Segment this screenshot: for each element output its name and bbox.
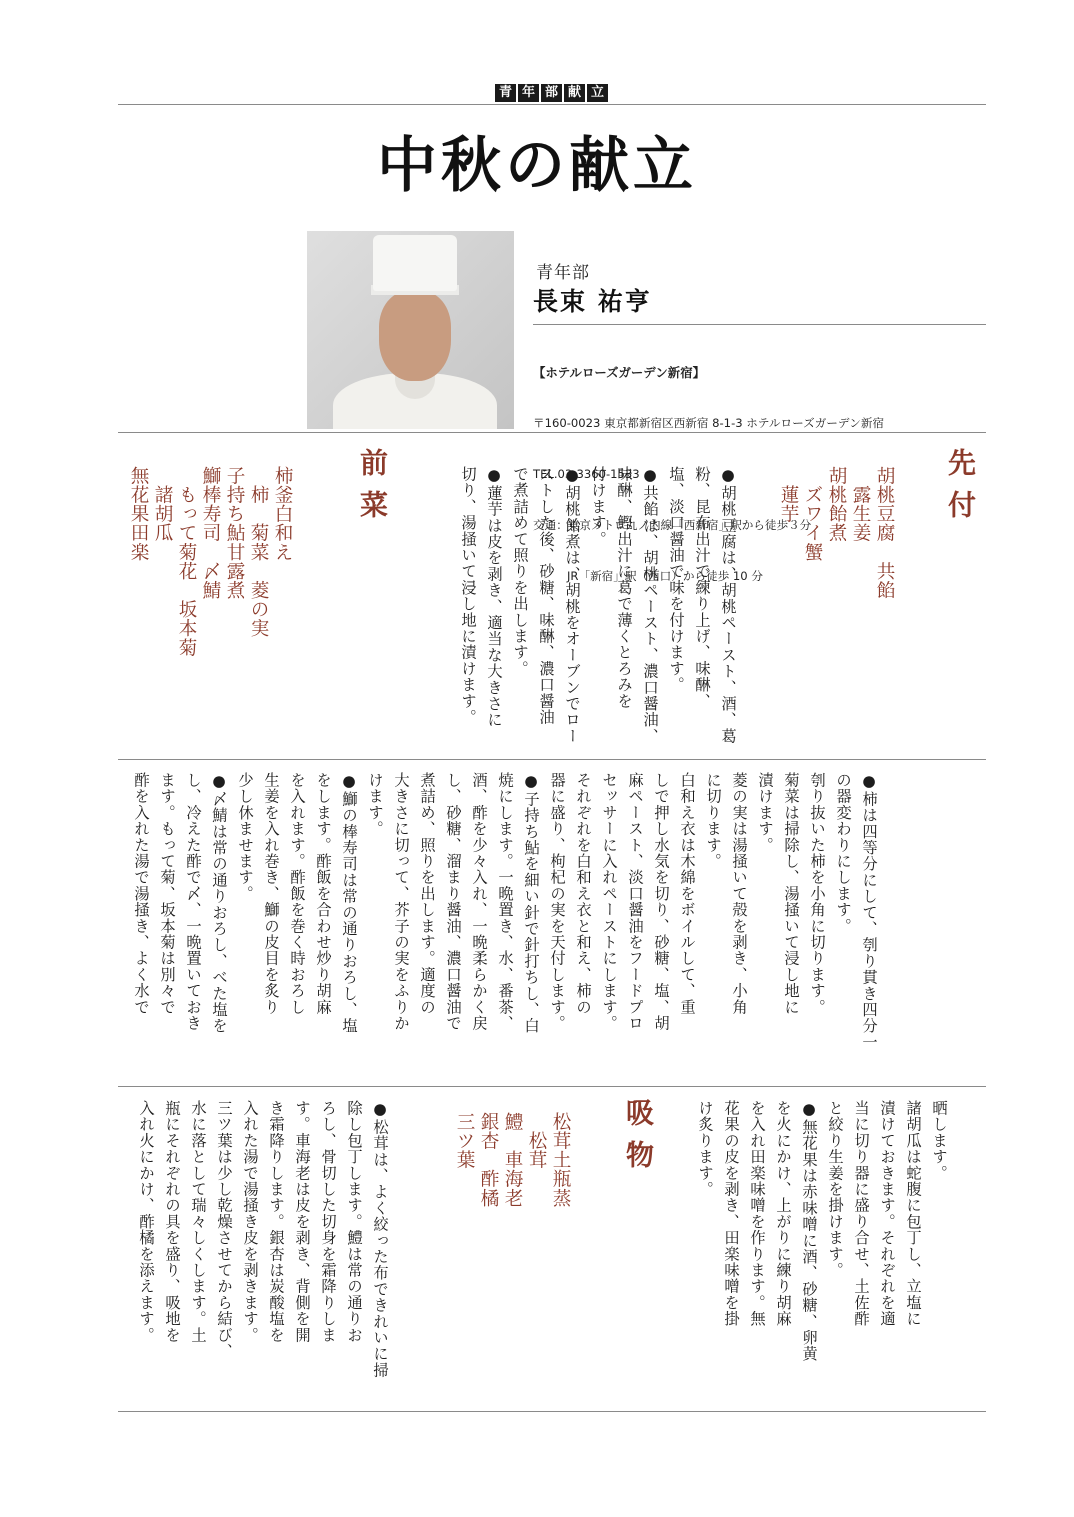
section-badge: [495, 84, 608, 102]
hotel-name: 【ホテルローズガーデン新宿】: [533, 365, 705, 380]
hotel-tel: TEL.03-3360-1533: [533, 467, 640, 481]
suimono-text: ●松茸は、よく絞った布できれいに掃 除し包丁します。鱧は常の通りお ろし、骨切した切身を霜降りしま す。車海老は皮を剥き、背側を開 き霜降りします。銀杏は炭酸塩を 入れた湯で湯掻き皮を剥きます。 三ツ葉は少し乾燥させてから結び、 水に落として瑞々しくします。土 瓶にそれぞれの具を盛り、吸地を 入れ火にかけ、酢橘を添えます。: [137, 1100, 389, 1379]
badge-char: 立: [587, 84, 608, 102]
chef-name: 長束 祐亨: [533, 287, 652, 316]
zensai-menu: 柿釜白和え 柿 菊菜 菱の実 子持ち鮎甘露煮 鰤棒寿司 〆鯖 もって菊花 坂本菊 諸胡瓜 無花果田楽: [128, 466, 293, 657]
chef-hat-shape: [373, 235, 457, 291]
section-rule-2: [118, 759, 986, 760]
zensai-text: ●柿は四等分にして、刳り貫き四分一 の器変わりにします。 刳り抜いた柿を小角に切ります。 菊菜は掃除し、湯掻いて浸し地に 漬けます。 菱の実は湯掻いて殻を剥き、小角 に切ります。 白和え衣は木綿をボイルして、重 しで押し水気を切り、砂糖、塩、胡 麻ペースト、淡口醤油をフードプロ セッサーに入れペーストにします。 それぞれを白和え衣と和え、柿の 器に盛り、枸杞の実を天付します。 ●子持ち鮎を細い針で針打ちし、白 焼にします。一晩置き、水、番茶、 酒、酢を少々入れ、一晩柔らかく戻 し、砂糖、溜まり醤油、濃口醤油で 煮詰め、照りを出します。適度の 大きさに切って、芥子の実をふりか けます。 ●鰤の棒寿司は常の通りおろし、塩 をします。酢飯を合わせ炒り胡麻 を入れます。酢飯を巻く時おろし 生姜を入れ巻き、鰤の皮目を炙り 少し休ませます。 ●〆鯖は常の通りおろし、べた塩を し、冷えた酢で〆、一晩置いておき ます。もって菊、坂本菊は別々で 酢を入れた湯で湯掻き、よく水で: [132, 772, 878, 1051]
suimono-heading: 吸物: [622, 1098, 655, 1182]
badge-char: 年: [518, 84, 539, 102]
bottom-rule: [118, 1411, 986, 1412]
sakizuke-heading: 先付: [944, 448, 977, 532]
section-rule-3: [118, 1086, 986, 1087]
top-rule: [118, 104, 986, 105]
info-rule: [533, 324, 986, 325]
chef-face-shape: [379, 291, 451, 381]
chef-photo: [307, 231, 514, 429]
badge-char: 部: [541, 84, 562, 102]
badge-char: 青: [495, 84, 516, 102]
zensai-heading: 前菜: [356, 448, 389, 532]
chef-department: 青年部: [536, 263, 590, 283]
hotel-address: 〒160-0023 東京都新宿区西新宿 8-1-3 ホテルローズガーデン新宿: [533, 416, 885, 430]
sakizuke-text: ●胡桃豆腐は、胡桃ペースト、酒、葛 粉、昆布出汁で練り上げ、味醂、 塩、淡口醤油で味を付けます。 ●共餡は、胡桃ペースト、濃口醤油、 味醂、鰹出汁に葛で薄くとろみを 付けます。 ●胡桃飴煮は、胡桃をオーブンでロー ストした後、砂糖、味醂、濃口醤油 で煮詰めて照りを出します。 ●蓮芋は皮を剥き、適当な大きさに 切り、湯掻いて浸し地に漬けます。: [459, 466, 737, 745]
page-title: 中秋の献立: [377, 131, 697, 201]
zensai-text-continued: 晒します。 諸胡瓜は蛇腹に包丁し、立塩に 漬けておきます。それぞれを適 当に切り器に盛り合せ、土佐酢 と絞り生姜を掛けます。 ●無花果は赤味噌に酒、砂糖、卵黄 を火にかけ、上がりに練り胡麻 を入れ田楽味噌を作ります。無 花果の皮を剥き、田楽味噌を掛 け炙ります。: [696, 1100, 948, 1362]
badge-char: 献: [564, 84, 585, 102]
sakizuke-menu: 胡桃豆腐 共餡 露生姜 胡桃飴煮 ズワイ蟹 蓮芋: [778, 466, 895, 600]
hotel-access-1: 交通：東京メトロ丸ノ内線「西新宿」駅から徒歩３分: [533, 518, 812, 532]
hotel-access-2: JR「新宿」駅（西口）から徒歩 10 分: [567, 569, 763, 583]
suimono-menu: 松茸土瓶蒸 松茸 鱧 車海老 銀杏 酢橘 三ツ葉: [454, 1112, 571, 1208]
